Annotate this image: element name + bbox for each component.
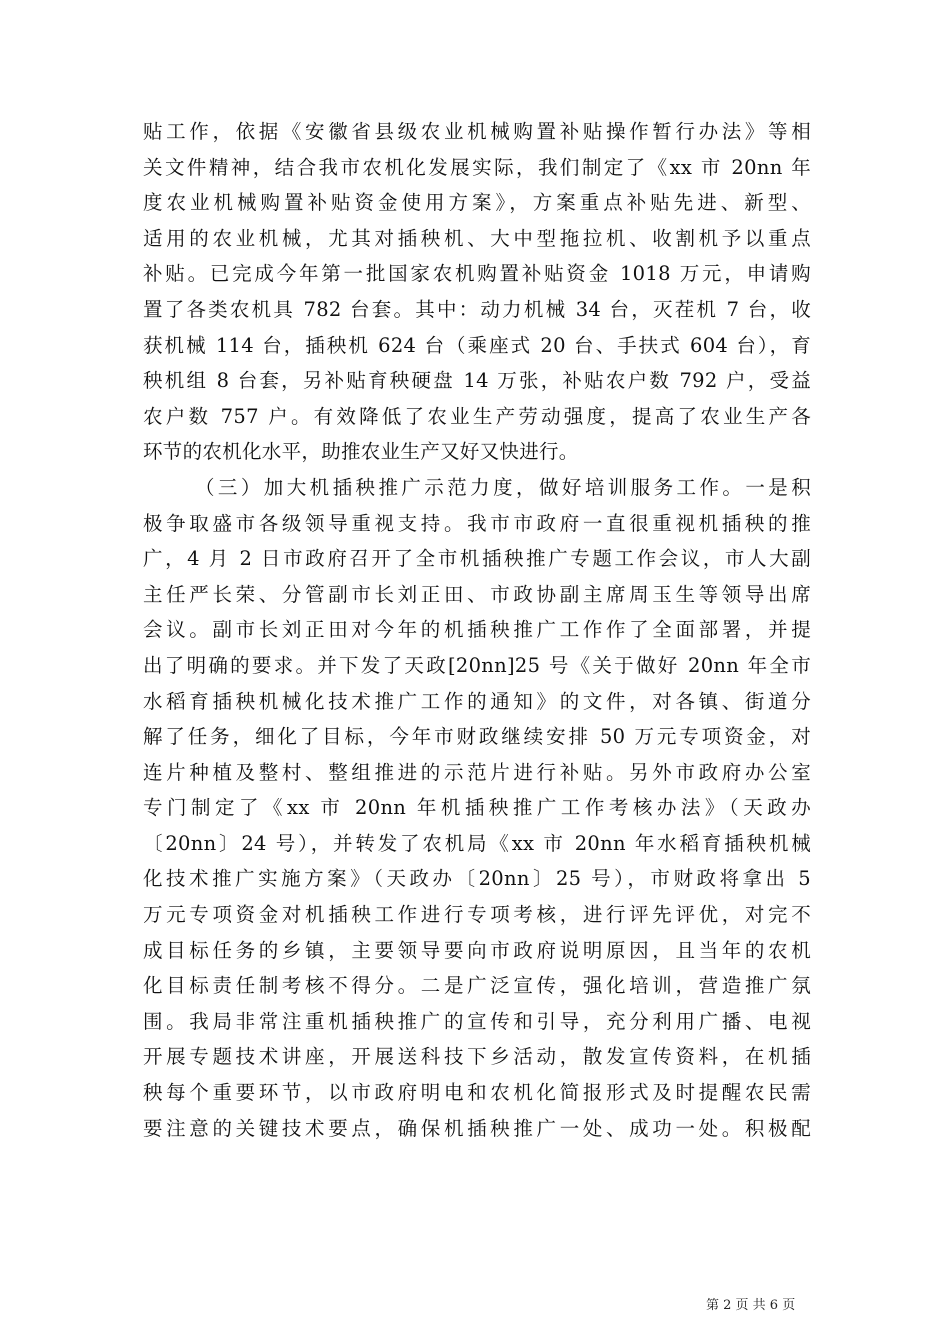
page-number-footer: 第 2 页 共 6 页 xyxy=(706,1298,796,1313)
text-line: 贴工作，依据《安徽省县级农业机械购置补贴操作暂行办法》等相 xyxy=(143,120,811,143)
text-line: 出了明确的要求。并下发了天政[20nn]25 号《关于做好 20nn 年全市 xyxy=(143,653,811,677)
text-line: 主任严长荣、分管副市长刘正田、市政协副主席周玉生等领导出席 xyxy=(143,582,811,606)
text-line: 专门制定了《xx 市 20nn 年机插秧推广工作考核办法》（天政办 xyxy=(143,796,811,820)
text-line: 水稻育插秧机械化技术推广工作的通知》的文件，对各镇、街道分 xyxy=(143,689,811,713)
section-heading-line: （三）加大机插秧推广示范力度，做好培训服务工作。一是积 xyxy=(195,475,811,499)
text-line: 获机械 114 台，插秧机 624 台（乘座式 20 台、手扶式 604 台），育 xyxy=(143,333,811,357)
text-line: 要注意的关键技术要点，确保机插秧推广一处、成功一处。积极配 xyxy=(143,1116,811,1140)
text-line: 关文件精神，结合我市农机化发展实际，我们制定了《xx 市 20nn 年 xyxy=(143,155,811,179)
text-line: 〔20nn〕24 号），并转发了农机局《xx 市 20nn 年水稻育插秧机械 xyxy=(143,831,811,855)
text-line: 开展专题技术讲座，开展送科技下乡活动，散发宣传资料，在机插 xyxy=(143,1045,811,1069)
text-line: 秧每个重要环节，以市政府明电和农机化简报形式及时提醒农民需 xyxy=(143,1081,811,1105)
text-line: 补贴。已完成今年第一批国家农机购置补贴资金 1018 万元，申请购 xyxy=(143,262,811,286)
text-line: 围。我局非常注重机插秧推广的宣传和引导，充分利用广播、电视 xyxy=(143,1009,811,1033)
text-line: 秧机组 8 台套，另补贴育秧硬盘 14 万张，补贴农户数 792 户，受益 xyxy=(143,369,811,393)
text-line: 农户数 757 户。有效降低了农业生产劳动强度，提高了农业生产各 xyxy=(143,404,811,428)
text-line: 广，4 月 2 日市政府召开了全市机插秧推广专题工作会议，市人大副 xyxy=(143,547,811,571)
document-body xyxy=(143,114,811,1146)
text-line: 置了各类农机具 782 台套。其中：动力机械 34 台，灭茬机 7 台，收 xyxy=(143,297,811,321)
text-line: 化目标责任制考核不得分。二是广泛宣传，强化培训，营造推广氛 xyxy=(143,974,811,998)
text-line: 连片种植及整村、整组推进的示范片进行补贴。另外市政府办公室 xyxy=(143,760,811,784)
text-line: 适用的农业机械，尤其对插秧机、大中型拖拉机、收割机予以重点 xyxy=(143,226,811,250)
text-line: 度农业机械购置补贴资金使用方案》，方案重点补贴先进、新型、 xyxy=(143,191,811,215)
text-line: 成目标任务的乡镇，主要领导要向市政府说明原因，且当年的农机 xyxy=(143,938,811,962)
text-line: 极争取盛市各级领导重视支持。我市市政府一直很重视机插秧的推 xyxy=(143,511,811,535)
text-line: 万元专项资金对机插秧工作进行专项考核，进行评先评优，对完不 xyxy=(143,903,811,927)
text-line: 会议。副市长刘正田对今年的机插秧推广工作作了全面部署，并提 xyxy=(143,618,811,642)
text-line: 解了任务，细化了目标，今年市财政继续安排 50 万元专项资金，对 xyxy=(143,725,811,749)
paragraph-end-line: 环节的农机化水平，助推农业生产又好又快进行。 xyxy=(143,440,579,464)
text-line: 化技术推广实施方案》（天政办〔20nn〕25 号），市财政将拿出 5 xyxy=(143,867,811,891)
